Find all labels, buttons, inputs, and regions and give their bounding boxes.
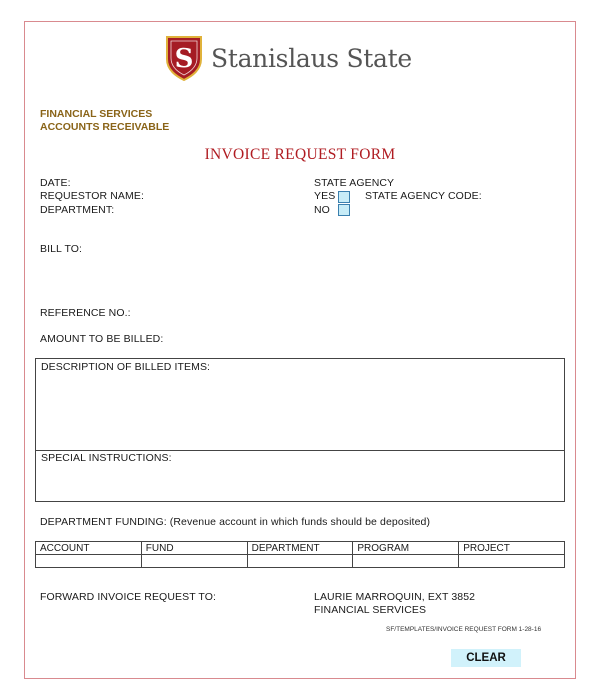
funding-table-input-row — [36, 555, 565, 568]
logo-wordmark: Stanislaus State — [211, 43, 412, 73]
form-id: SF/TEMPLATES/INVOICE REQUEST FORM 1-28-16 — [386, 626, 542, 633]
column-header: DEPARTMENT — [247, 542, 353, 555]
svg-text:S: S — [174, 44, 194, 74]
date-label: DATE: — [40, 177, 71, 189]
description-label: DESCRIPTION OF BILLED ITEMS: — [41, 361, 211, 373]
column-header: PROGRAM — [353, 542, 459, 555]
special-instructions-label: SPECIAL INSTRUCTIONS: — [41, 452, 172, 464]
column-header: PROJECT — [459, 542, 565, 555]
contact-name: LAURIE MARROQUIN, EXT 3852 — [314, 591, 476, 603]
department-line-1: FINANCIAL SERVICES — [40, 108, 153, 120]
clear-button[interactable]: CLEAR — [451, 649, 521, 667]
funding-table — [35, 541, 565, 568]
reference-no-label: REFERENCE NO.: — [40, 307, 131, 319]
state-agency-label: STATE AGENCY — [314, 177, 395, 189]
description-box[interactable] — [35, 358, 565, 451]
program-input-cell[interactable] — [353, 555, 459, 568]
department-line-2: ACCOUNTS RECEIVABLE — [40, 121, 170, 133]
column-header: FUND — [141, 542, 247, 555]
requestor-name-label: REQUESTOR NAME: — [40, 190, 144, 202]
forward-to-label: FORWARD INVOICE REQUEST TO: — [40, 591, 216, 603]
no-checkbox[interactable] — [338, 204, 350, 216]
account-input-cell[interactable] — [36, 555, 142, 568]
contact-department: FINANCIAL SERVICES — [314, 604, 427, 616]
department-input-cell[interactable] — [247, 555, 353, 568]
department-header — [40, 108, 169, 134]
yes-label: YES — [314, 190, 336, 202]
special-instructions-box[interactable] — [35, 450, 565, 502]
column-header: ACCOUNT — [36, 542, 142, 555]
funding-table-header-row — [36, 542, 565, 555]
shield-logo-icon — [165, 35, 203, 81]
form-title: INVOICE REQUEST FORM — [204, 146, 396, 163]
no-label: NO — [314, 204, 330, 216]
department-funding-label: DEPARTMENT FUNDING: (Revenue account in which funds should be deposited) — [40, 516, 431, 528]
yes-checkbox[interactable] — [338, 191, 350, 203]
fund-input-cell[interactable] — [141, 555, 247, 568]
bill-to-label: BILL TO: — [40, 243, 83, 255]
amount-to-be-billed-label: AMOUNT TO BE BILLED: — [40, 333, 164, 345]
project-input-cell[interactable] — [459, 555, 565, 568]
university-logo — [165, 34, 412, 82]
state-agency-code-label: STATE AGENCY CODE: — [365, 190, 482, 202]
department-label: DEPARTMENT: — [40, 204, 115, 216]
